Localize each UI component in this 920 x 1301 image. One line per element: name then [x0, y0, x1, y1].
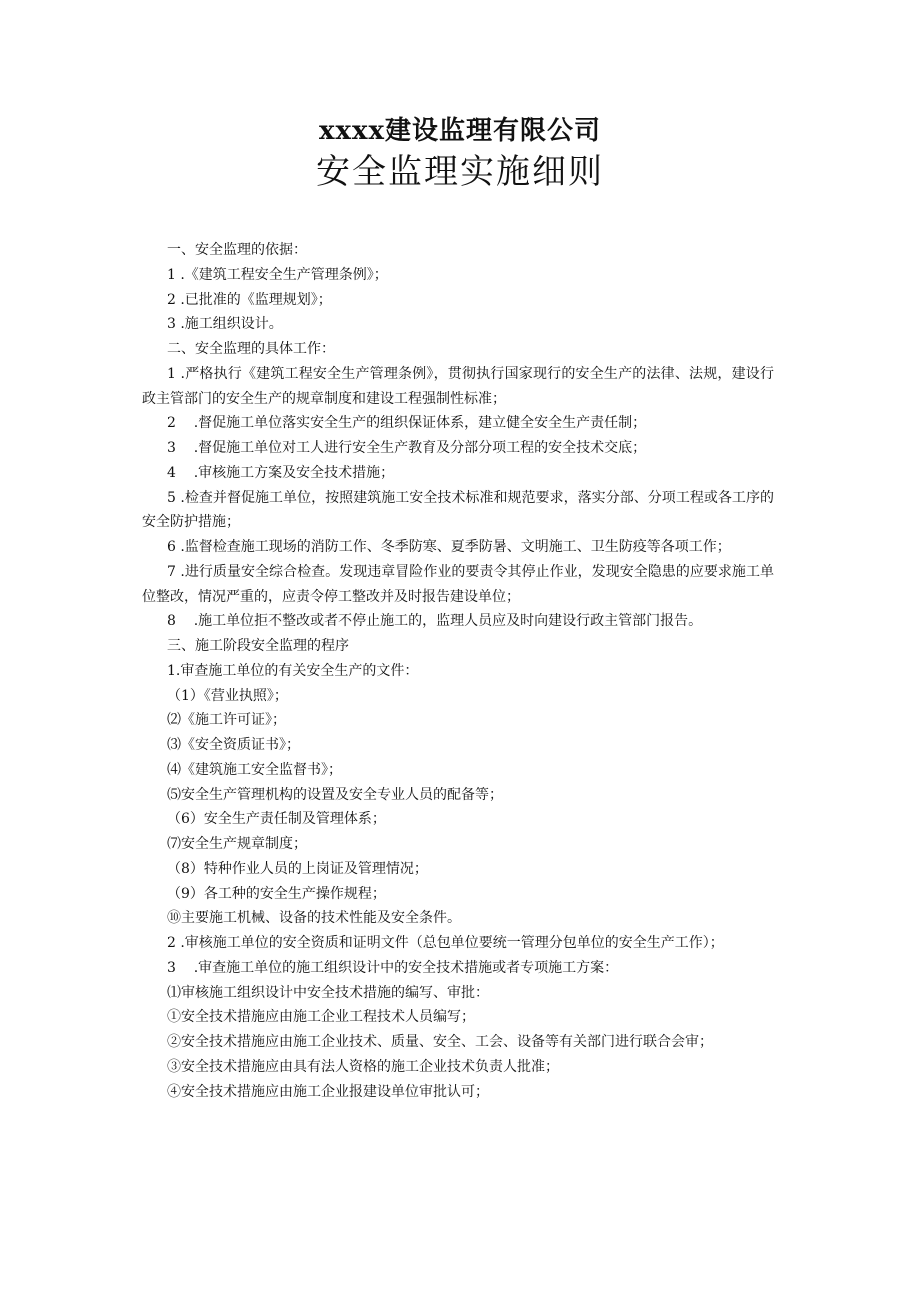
paragraph: ⑶《安全资质证书》； [167, 737, 300, 753]
paragraph: （9）各工种的安全生产操作规程； [167, 885, 386, 902]
paragraph: ⑺安全生产规章制度； [167, 836, 307, 852]
paragraph: ②安全技术措施应由施工企业技术、质量、安全、工会、设备等有关部门进行联合会审； [167, 1034, 713, 1050]
paragraph: （6）安全生产责任制及管理体系； [167, 811, 386, 828]
paragraph: 3 .施工组织设计。 [167, 316, 283, 333]
paragraph: ⑷《建筑施工安全监督书》； [167, 761, 342, 778]
paragraph: 1.审查施工单位的有关安全生产的文件： [167, 662, 419, 679]
document-title: 安全监理实施细则 [316, 152, 604, 192]
paragraph: 1 .《建筑工程安全生产管理条例》； [167, 266, 388, 283]
paragraph: 二、安全监理的具体工作： [167, 341, 335, 357]
paragraph: ⑵《施工许可证》； [167, 712, 286, 729]
paragraph: ⑸安全生产管理机构的设置及安全专业人员的配备等； [167, 786, 503, 803]
paragraph: 6 .监督检查施工现场的消防工作、冬季防寒、夏季防暑、文明施工、卫生防疫等各项工作； [167, 539, 731, 555]
paragraph: 7 .进行质量安全综合检查。发现违章冒险作业的要责令其停止作业，发现安全隐患的应要求施工单位整改，情况严重的，应责令停工整改并及时报告建设单位； [142, 563, 774, 605]
paragraph: （1）《营业执照》； [167, 687, 288, 704]
paragraph: 2 .督促施工单位落实安全生产的组织保证体系，建立健全安全生产责任制； [167, 415, 647, 432]
paragraph: 4 .审核施工方案及安全技术措施； [167, 464, 395, 481]
paragraph: ③安全技术措施应由具有法人资格的施工企业技术负责人批准； [167, 1058, 559, 1075]
paragraph: 2 .已批准的《监理规划》； [167, 291, 332, 308]
paragraph: 3 .督促施工单位对工人进行安全生产教育及分部分项工程的安全技术交底； [167, 440, 647, 456]
document-body [142, 238, 774, 1104]
paragraph: 2 .审核施工单位的安全资质和证明文件（总包单位要统一管理分包单位的安全生产工作）； [167, 935, 724, 951]
paragraph: ④安全技术措施应由施工企业报建设单位审批认可； [167, 1083, 489, 1100]
paragraph: 三、施工阶段安全监理的程序 [167, 638, 349, 654]
paragraph: ①安全技术措施应由施工企业工程技术人员编写； [167, 1009, 475, 1026]
paragraph: ⑴审核施工组织设计中安全技术措施的编写、审批： [167, 984, 489, 1001]
company-name: xxxx建设监理有限公司 [318, 116, 601, 146]
paragraph: ⑩主要施工机械、设备的技术性能及安全条件。 [167, 910, 461, 927]
paragraph: （8）特种作业人员的上岗证及管理情况； [167, 860, 428, 877]
paragraph: 1 .严格执行《建筑工程安全生产管理条例》，贯彻执行国家现行的安全生产的法律、法规，建设行政主管部门的安全生产的规章制度和建设工程强制性标准； [142, 365, 774, 407]
paragraph: 3 .审查施工单位的施工组织设计中的安全技术措施或者专项施工方案： [167, 959, 619, 976]
paragraph: 5 .检查并督促施工单位，按照建筑施工安全技术标准和规范要求，落实分部、分项工程或各工序的安全防护措施； [142, 489, 774, 531]
paragraph: 8 .施工单位拒不整改或者不停止施工的，监理人员应及时向建设行政主管部门报告。 [167, 613, 703, 630]
paragraph: 一、安全监理的依据： [167, 242, 307, 258]
